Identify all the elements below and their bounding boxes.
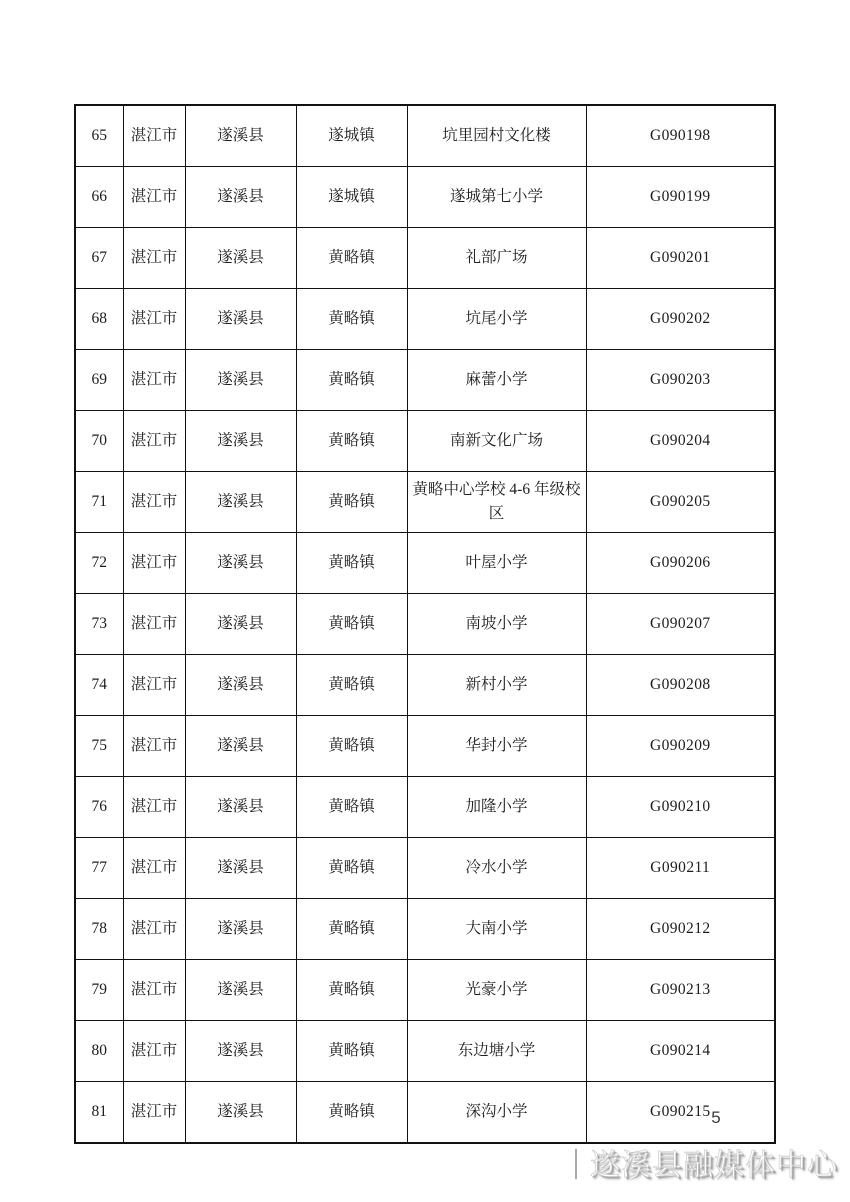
cell-name: 深沟小学 (407, 1082, 586, 1144)
cell-code: G090212 (586, 899, 775, 960)
cell-town: 黄略镇 (296, 1082, 407, 1144)
cell-town: 遂城镇 (296, 105, 407, 167)
cell-name: 东边塘小学 (407, 1021, 586, 1082)
cell-no: 72 (75, 533, 123, 594)
cell-city: 湛江市 (123, 167, 185, 228)
cell-no: 74 (75, 655, 123, 716)
cell-name: 光豪小学 (407, 960, 586, 1021)
cell-code: G090207 (586, 594, 775, 655)
cell-town: 黄略镇 (296, 716, 407, 777)
table-row (75, 228, 775, 289)
cell-name: 南新文化广场 (407, 411, 586, 472)
table-row (75, 1082, 775, 1144)
cell-city: 湛江市 (123, 1082, 185, 1144)
cell-county: 遂溪县 (185, 105, 296, 167)
cell-town: 黄略镇 (296, 838, 407, 899)
cell-no: 71 (75, 472, 123, 533)
cell-county: 遂溪县 (185, 167, 296, 228)
cell-name: 加隆小学 (407, 777, 586, 838)
cell-county: 遂溪县 (185, 1082, 296, 1144)
cell-code: G090208 (586, 655, 775, 716)
cell-city: 湛江市 (123, 777, 185, 838)
cell-town: 黄略镇 (296, 350, 407, 411)
cell-name: 麻蕾小学 (407, 350, 586, 411)
cell-name: 黄略中心学校 4-6 年级校区 (407, 472, 586, 533)
table-body (75, 105, 775, 1143)
cell-town: 黄略镇 (296, 777, 407, 838)
cell-name: 礼部广场 (407, 228, 586, 289)
cell-code: G090201 (586, 228, 775, 289)
cell-city: 湛江市 (123, 899, 185, 960)
cell-county: 遂溪县 (185, 655, 296, 716)
cell-no: 77 (75, 838, 123, 899)
watermark-bar-icon: | (572, 1143, 580, 1180)
cell-no: 81 (75, 1082, 123, 1144)
cell-name: 遂城第七小学 (407, 167, 586, 228)
cell-county: 遂溪县 (185, 838, 296, 899)
records-table-container (74, 104, 776, 1144)
cell-town: 遂城镇 (296, 167, 407, 228)
cell-no: 66 (75, 167, 123, 228)
cell-no: 73 (75, 594, 123, 655)
cell-no: 67 (75, 228, 123, 289)
cell-code: G090202 (586, 289, 775, 350)
cell-city: 湛江市 (123, 1021, 185, 1082)
cell-city: 湛江市 (123, 411, 185, 472)
cell-city: 湛江市 (123, 472, 185, 533)
cell-no: 68 (75, 289, 123, 350)
cell-city: 湛江市 (123, 105, 185, 167)
cell-city: 湛江市 (123, 228, 185, 289)
cell-code: G090211 (586, 838, 775, 899)
watermark-text: 遂溪县融媒体中心 (590, 1149, 838, 1182)
cell-city: 湛江市 (123, 594, 185, 655)
cell-town: 黄略镇 (296, 1021, 407, 1082)
cell-city: 湛江市 (123, 960, 185, 1021)
cell-name: 新村小学 (407, 655, 586, 716)
cell-no: 79 (75, 960, 123, 1021)
cell-code: G090209 (586, 716, 775, 777)
cell-no: 65 (75, 105, 123, 167)
cell-code: G090204 (586, 411, 775, 472)
cell-code: G090205 (586, 472, 775, 533)
cell-code: G090206 (586, 533, 775, 594)
cell-code: G090199 (586, 167, 775, 228)
cell-city: 湛江市 (123, 350, 185, 411)
cell-town: 黄略镇 (296, 594, 407, 655)
table-row (75, 960, 775, 1021)
cell-code: G090215 (586, 1082, 775, 1144)
cell-code: G090213 (586, 960, 775, 1021)
table-row (75, 838, 775, 899)
cell-name: 大南小学 (407, 899, 586, 960)
cell-town: 黄略镇 (296, 899, 407, 960)
records-table (74, 104, 776, 1144)
page-number: 5 (711, 1108, 721, 1127)
table-row (75, 350, 775, 411)
table-row (75, 411, 775, 472)
cell-county: 遂溪县 (185, 289, 296, 350)
table-row (75, 655, 775, 716)
table-row (75, 1021, 775, 1082)
table-row (75, 777, 775, 838)
cell-county: 遂溪县 (185, 472, 296, 533)
cell-code: G090214 (586, 1021, 775, 1082)
cell-county: 遂溪县 (185, 899, 296, 960)
cell-code: G090198 (586, 105, 775, 167)
cell-no: 80 (75, 1021, 123, 1082)
cell-no: 76 (75, 777, 123, 838)
cell-no: 78 (75, 899, 123, 960)
table-row (75, 899, 775, 960)
cell-county: 遂溪县 (185, 411, 296, 472)
cell-name: 华封小学 (407, 716, 586, 777)
cell-town: 黄略镇 (296, 655, 407, 716)
cell-town: 黄略镇 (296, 289, 407, 350)
table-row (75, 533, 775, 594)
table-row (75, 105, 775, 167)
table-row (75, 716, 775, 777)
cell-town: 黄略镇 (296, 228, 407, 289)
cell-city: 湛江市 (123, 655, 185, 716)
cell-no: 75 (75, 716, 123, 777)
cell-county: 遂溪县 (185, 777, 296, 838)
cell-city: 湛江市 (123, 533, 185, 594)
cell-code: G090203 (586, 350, 775, 411)
cell-town: 黄略镇 (296, 411, 407, 472)
cell-county: 遂溪县 (185, 533, 296, 594)
cell-code: G090210 (586, 777, 775, 838)
cell-city: 湛江市 (123, 838, 185, 899)
cell-name: 坑里园村文化楼 (407, 105, 586, 167)
cell-town: 黄略镇 (296, 472, 407, 533)
cell-county: 遂溪县 (185, 350, 296, 411)
cell-name: 南坡小学 (407, 594, 586, 655)
cell-name: 叶屋小学 (407, 533, 586, 594)
cell-county: 遂溪县 (185, 228, 296, 289)
table-row (75, 472, 775, 533)
cell-county: 遂溪县 (185, 960, 296, 1021)
cell-no: 69 (75, 350, 123, 411)
cell-county: 遂溪县 (185, 1021, 296, 1082)
cell-county: 遂溪县 (185, 594, 296, 655)
cell-name: 冷水小学 (407, 838, 586, 899)
cell-town: 黄略镇 (296, 960, 407, 1021)
cell-name: 坑尾小学 (407, 289, 586, 350)
cell-county: 遂溪县 (185, 716, 296, 777)
cell-city: 湛江市 (123, 716, 185, 777)
table-row (75, 594, 775, 655)
cell-city: 湛江市 (123, 289, 185, 350)
table-row (75, 167, 775, 228)
cell-town: 黄略镇 (296, 533, 407, 594)
cell-no: 70 (75, 411, 123, 472)
watermark (573, 1140, 838, 1184)
table-row (75, 289, 775, 350)
